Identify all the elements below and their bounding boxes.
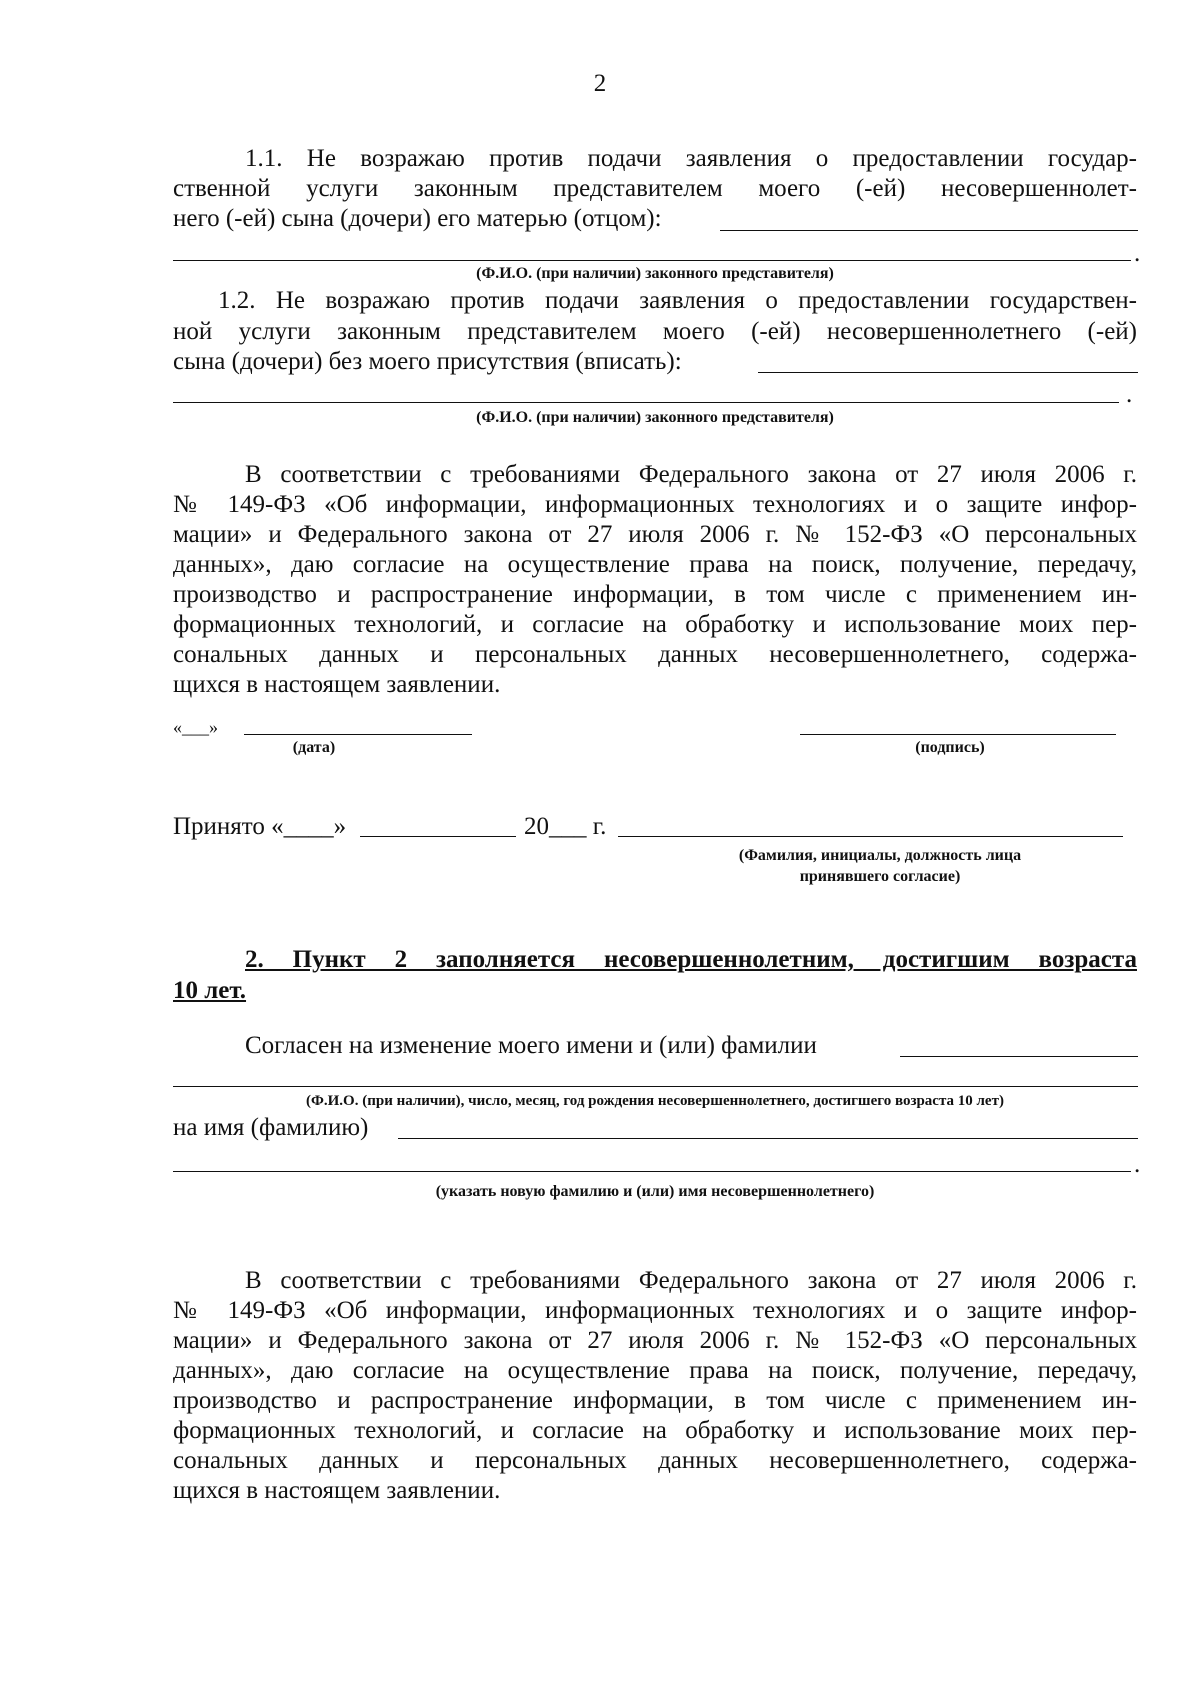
period-mark: . — [1134, 1151, 1141, 1178]
representative-fio-field-2[interactable] — [758, 372, 1138, 373]
new-name-caption: (указать новую фамилию и (или) имя несовершеннолетнего) — [435, 1183, 875, 1200]
new-name-field[interactable] — [398, 1138, 1138, 1139]
signature-field[interactable] — [800, 734, 1116, 735]
consent-1-line-4: данных», даю согласие на осуществление права на поиск, получение, передачу, — [173, 551, 1137, 578]
consent-2-line-8: щихся в настоящем заявлении. — [173, 1477, 501, 1504]
representative-fio-caption-1: (Ф.И.О. (при наличии) законного представителя) — [476, 265, 834, 282]
accepted-caption-line-1: (Фамилия, инициалы, должность лица — [738, 847, 1022, 864]
agree-fio-field[interactable] — [900, 1056, 1138, 1057]
section-1-2-line-1: 1.2. Не возражаю против подачи заявления о предоставлении государствен- — [218, 287, 1137, 314]
agree-text: Согласен на изменение моего имени и (или) фамилии — [245, 1032, 817, 1059]
accepted-by-field[interactable] — [618, 836, 1123, 837]
name-label: на имя (фамилию) — [173, 1114, 369, 1141]
representative-fio-field-2-cont[interactable] — [173, 402, 1119, 403]
representative-fio-field-1[interactable] — [720, 230, 1138, 231]
consent-2-line-3: мации» и Федерального закона от 27 июля 2006 г. № 152-ФЗ «О персональных — [173, 1327, 1137, 1354]
consent-1-line-3: мации» и Федерального закона от 27 июля 2006 г. № 152-ФЗ «О персональных — [173, 521, 1137, 548]
new-name-field-cont[interactable] — [173, 1171, 1131, 1172]
agree-fio-field-cont[interactable] — [173, 1086, 1138, 1087]
date-prefix: «___» — [173, 717, 218, 737]
consent-2-line-5: производство и распространение информации, в том числе с применением ин- — [173, 1387, 1137, 1414]
consent-2-line-6: формационных технологий, и согласие на обработку и использование моих пер- — [173, 1417, 1137, 1444]
section-2-heading-line-1: 2. Пункт 2 заполняется несовершеннолетним, достигшим возраста — [245, 946, 1137, 973]
consent-2-line-2: № 149-ФЗ «Об информации, информационных технологиях и о защите инфор- — [173, 1297, 1137, 1324]
date-field[interactable] — [244, 734, 472, 735]
accepted-month-field[interactable] — [360, 836, 516, 837]
consent-1-line-8: щихся в настоящем заявлении. — [173, 671, 501, 698]
consent-2-line-4: данных», даю согласие на осуществление права на поиск, получение, передачу, — [173, 1357, 1137, 1384]
consent-1-line-6: формационных технологий, и согласие на обработку и использование моих пер- — [173, 611, 1137, 638]
signature-caption: (подпись) — [915, 739, 985, 756]
section-1-1-line-2: ственной услуги законным представителем моего (-ей) несовершеннолет- — [173, 175, 1137, 202]
section-1-2-line-3: сына (дочери) без моего присутствия (вписать): — [173, 348, 682, 375]
period-mark: . — [1126, 381, 1133, 408]
consent-1-line-2: № 149-ФЗ «Об информации, информационных технологиях и о защите инфор- — [173, 491, 1137, 518]
consent-1-line-7: сональных данных и персональных данных несовершеннолетнего, содержа- — [173, 641, 1137, 668]
accepted-prefix: Принято «____» — [173, 813, 347, 840]
consent-1-line-1: В соответствии с требованиями Федерального закона от 27 июля 2006 г. — [245, 461, 1137, 488]
representative-fio-field-1-cont[interactable] — [173, 260, 1131, 261]
accepted-year: 20___ г. — [524, 813, 607, 840]
section-1-1-line-1: 1.1. Не возражаю против подачи заявления о предоставлении государ- — [245, 145, 1137, 172]
accepted-caption-line-2: принявшего согласие) — [799, 868, 961, 885]
agree-fio-caption: (Ф.И.О. (при наличии), число, месяц, год рождения несовершеннолетнего, достигшего возраста 10 лет) — [306, 1093, 1004, 1109]
date-caption: (дата) — [292, 739, 336, 756]
page-number: 2 — [593, 70, 607, 97]
section-2-heading-line-2: 10 лет. — [173, 977, 247, 1004]
consent-2-line-1: В соответствии с требованиями Федерального закона от 27 июля 2006 г. — [245, 1267, 1137, 1294]
period-mark: . — [1134, 240, 1141, 267]
section-1-2-line-2: ной услуги законным представителем моего (-ей) несовершеннолетнего (-ей) — [173, 318, 1137, 345]
section-1-1-line-3: него (-ей) сына (дочери) его матерью (отцом): — [173, 205, 662, 232]
representative-fio-caption-2: (Ф.И.О. (при наличии) законного представителя) — [476, 409, 834, 426]
consent-2-line-7: сональных данных и персональных данных несовершеннолетнего, содержа- — [173, 1447, 1137, 1474]
consent-1-line-5: производство и распространение информации, в том числе с применением ин- — [173, 581, 1137, 608]
